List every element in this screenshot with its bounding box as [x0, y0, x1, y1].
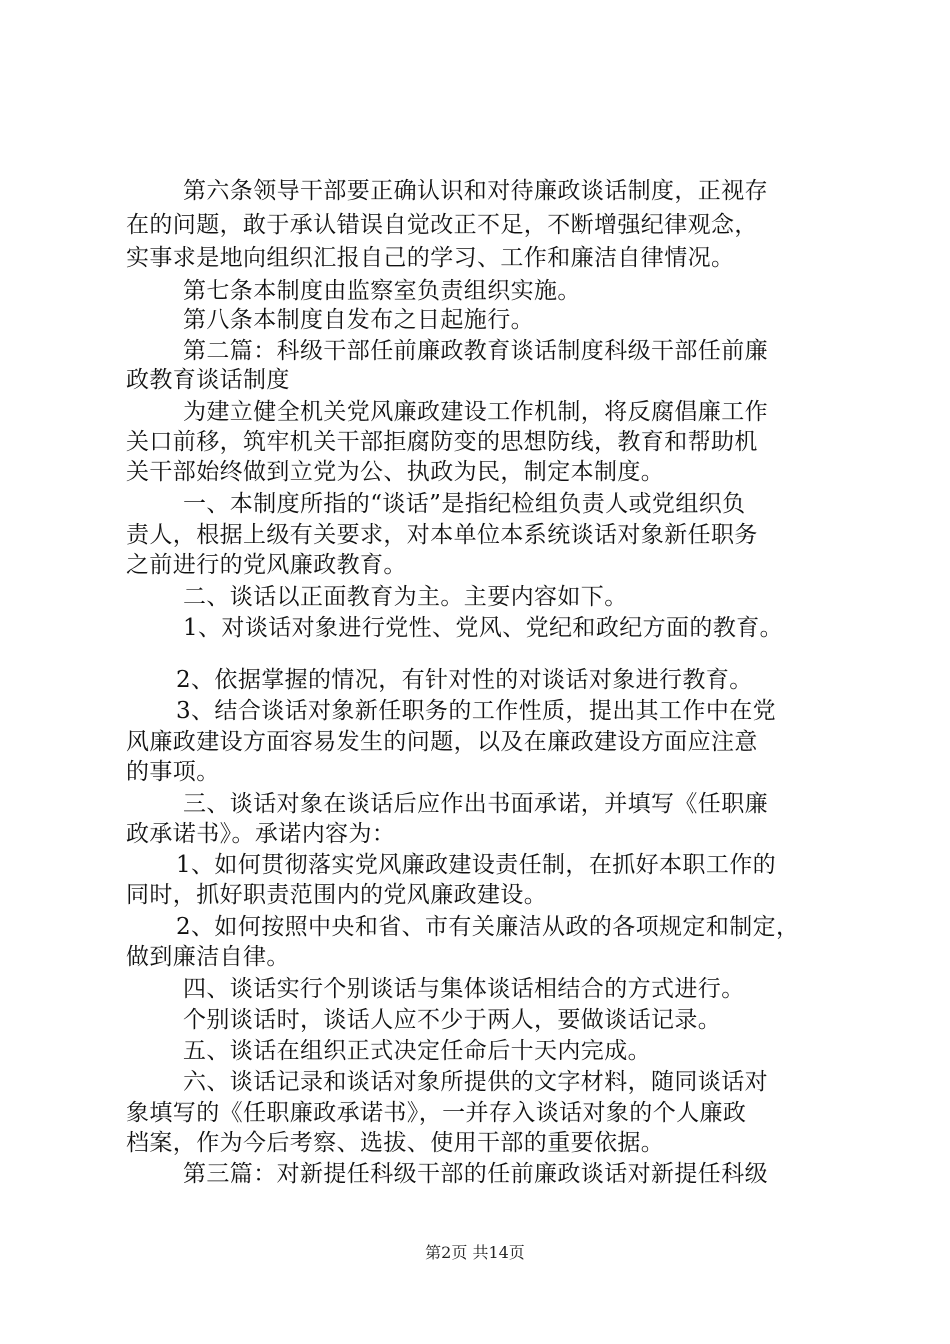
text-line: 在的问题，敢于承认错误自觉改正不足，不断增强纪律观念，: [126, 212, 758, 238]
text-line: 1、对谈话对象进行党性、党风、党纪和政纪方面的教育。: [183, 615, 784, 641]
text-line: 个别谈话时，谈话人应不少于两人，要做谈话记录。: [183, 1007, 722, 1033]
text-line: 3、结合谈话对象新任职务的工作性质，提出其工作中在党: [176, 698, 777, 724]
text-line: 三、谈话对象在谈话后应作出书面承诺，并填写《任职廉: [183, 791, 768, 817]
text-line: 第八条本制度自发布之日起施行。: [183, 307, 534, 333]
section-heading: 第二篇：科级干部任前廉政教育谈话制度科级干部任前廉: [183, 338, 768, 364]
text-line: 二、谈话以正面教育为主。主要内容如下。: [183, 584, 628, 610]
text-line: 的事项。: [126, 759, 220, 785]
text-line: 四、谈话实行个别谈话与集体谈话相结合的方式进行。: [183, 976, 745, 1002]
text-line: 一、本制度所指的“谈话”是指纪检组负责人或党组织负: [183, 491, 746, 517]
text-line: 关干部始终做到立党为公、执政为民，制定本制度。: [126, 459, 665, 485]
text-line: 1、如何贯彻落实党风廉政建设责任制，在抓好本职工作的: [176, 852, 777, 878]
text-line: 做到廉洁自律。: [126, 944, 290, 970]
section-heading: 第三篇：对新提任科级干部的任前廉政谈话对新提任科级: [183, 1161, 768, 1187]
text-line: 政承诺书》。承诺内容为：: [126, 821, 396, 847]
text-line: 同时，抓好职责范围内的党风廉政建设。: [126, 882, 548, 908]
text-line: 档案，作为今后考察、选拔、使用干部的重要依据。: [126, 1130, 665, 1156]
page-number-footer: 第2页 共14页: [425, 1243, 525, 1262]
text-line: 第六条领导干部要正确认识和对待廉政谈话制度，正视存: [183, 178, 768, 204]
text-line: 象填写的《任职廉政承诺书》，一并存入谈话对象的个人廉政: [126, 1100, 747, 1126]
text-line: 风廉政建设方面容易发生的问题，以及在廉政建设方面应注意: [126, 729, 758, 755]
text-line: 六、谈话记录和谈话对象所提供的文字材料，随同谈话对: [183, 1069, 768, 1095]
text-line: 2、如何按照中央和省、市有关廉洁从政的各项规定和制定，: [176, 914, 800, 940]
text-line: 关口前移，筑牢机关干部拒腐防变的思想防线，教育和帮助机: [126, 429, 758, 455]
section-heading: 政教育谈话制度: [126, 367, 290, 393]
text-line: 责人，根据上级有关要求，对本单位本系统谈话对象新任职务: [126, 522, 758, 548]
text-line: 之前进行的党风廉政教育。: [126, 552, 407, 578]
text-line: 为建立健全机关党风廉政建设工作机制，将反腐倡廉工作: [183, 399, 768, 425]
text-line: 第七条本制度由监察室负责组织实施。: [183, 278, 581, 304]
text-line: 五、谈话在组织正式决定任命后十天内完成。: [183, 1038, 651, 1064]
text-line: 2、依据掌握的情况，有针对性的对谈话对象进行教育。: [176, 667, 753, 693]
text-line: 实事求是地向组织汇报自己的学习、工作和廉洁自律情况。: [126, 245, 735, 271]
